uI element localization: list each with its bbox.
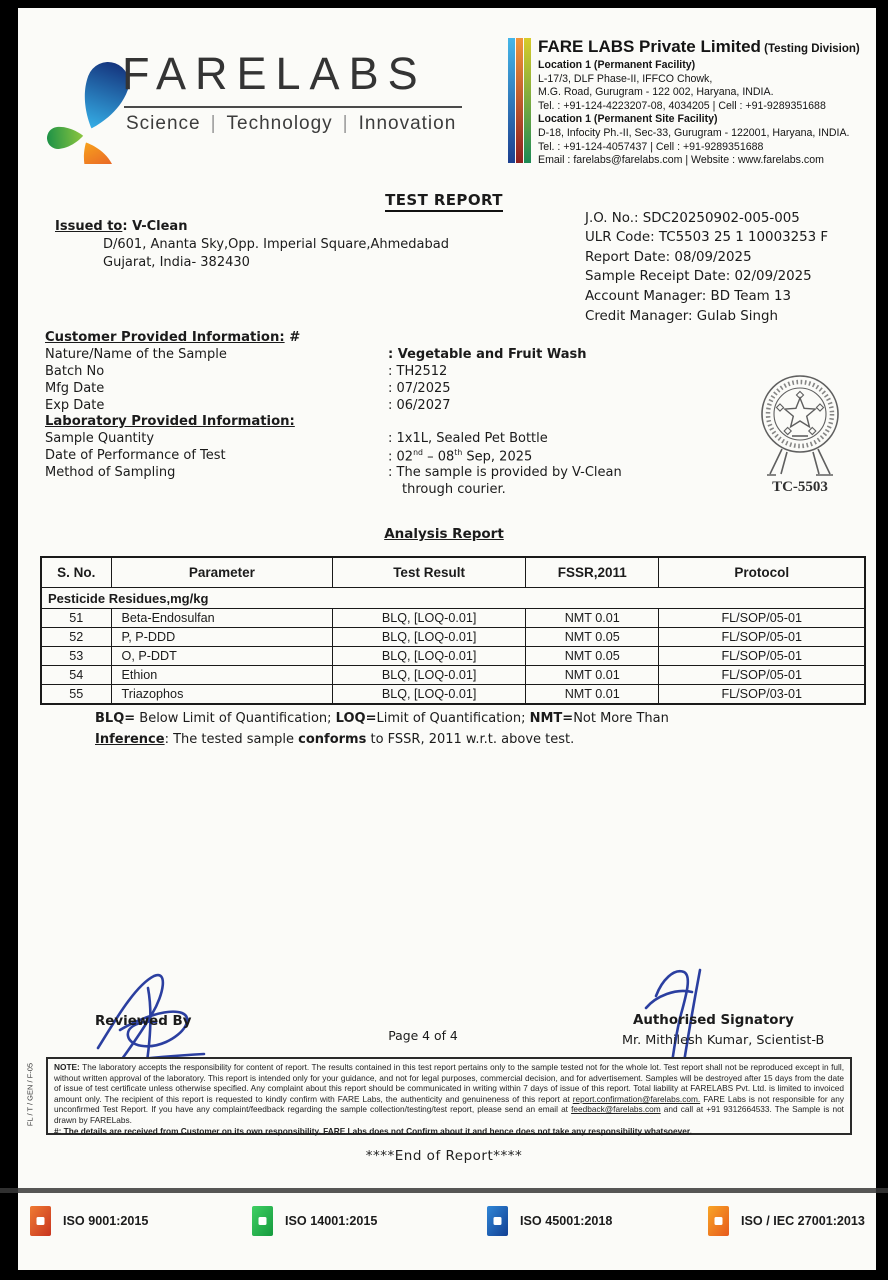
brand-wordmark: FARELABS <box>122 48 427 99</box>
table-row: 55 Triazophos BLQ, [LOQ-0.01] NMT 0.01 FL/SOP/03-01 <box>41 685 865 705</box>
table-row: 51 Beta-Endosulfan BLQ, [LOQ-0.01] NMT 0.01 FL/SOP/05-01 <box>41 609 865 628</box>
ulr-code: ULR Code: TC5503 25 1 10003253 F <box>585 230 829 246</box>
inference-line: Inference: The tested sample conforms to FSSR, 2011 w.r.t. above test. <box>95 732 575 747</box>
col-fssr: FSSR,2011 <box>525 557 658 588</box>
col-protocol: Protocol <box>659 557 865 588</box>
certification-icon <box>252 1206 273 1236</box>
col-parameter: Parameter <box>111 557 333 588</box>
credit-manager: Credit Manager: Gulab Singh <box>585 309 778 325</box>
company-line: Location 1 (Permanent Facility) <box>538 59 696 71</box>
company-name: FARE LABS Private Limited (Testing Division) <box>538 37 860 56</box>
reviewed-by-label: Reviewed By <box>95 1014 192 1029</box>
confirmation-email: report.confirmation@farelabs.com. <box>572 1093 701 1104</box>
analysis-table <box>40 556 866 705</box>
scan-fold-line <box>0 1188 888 1193</box>
performance-date-value: : 02nd – 08th Sep, 2025 <box>388 448 533 465</box>
feedback-email: feedback@farelabs.com <box>571 1104 661 1115</box>
account-manager: Account Manager: BD Team 13 <box>585 288 791 304</box>
customer-name: V-Clean <box>127 219 188 234</box>
customer-address-line1: D/601, Ananta Sky,Opp. Imperial Square,Ahmedabad <box>103 237 449 252</box>
col-sno: S. No. <box>41 557 111 588</box>
table-row: 54 Ethion BLQ, [LOQ-0.01] NMT 0.01 FL/SOP/05-01 <box>41 666 865 685</box>
batch-no-value: : TH2512 <box>388 364 448 379</box>
form-code-vertical: FL / T / GEN / F-05 <box>25 1062 35 1127</box>
mfg-date-value: : 07/2025 <box>388 381 451 396</box>
sampling-method-value: : The sample is provided by V-Clean <box>388 465 622 480</box>
report-title: TEST REPORT <box>0 191 888 209</box>
nabl-accreditation-seal <box>730 368 878 498</box>
info-label: Mfg Date <box>45 381 105 396</box>
analysis-report-title: Analysis Report <box>384 526 504 542</box>
info-label: Sample Quantity <box>45 431 155 446</box>
company-line: M.G. Road, Gurugram - 122 002, Haryana, INDIA. <box>538 86 774 99</box>
sample-name-value: : Vegetable and Fruit Wash <box>388 347 587 362</box>
info-label: Date of Performance of Test <box>45 448 226 463</box>
info-label: Method of Sampling <box>45 465 176 480</box>
table-row: 53 O, P-DDT BLQ, [LOQ-0.01] NMT 0.05 FL/SOP/05-01 <box>41 647 865 666</box>
company-line: Tel. : +91-124-4223207-08, 4034205 | Cell : +91-9289351688 <box>538 99 826 112</box>
company-line: L-17/3, DLF Phase-II, IFFCO Chowk, <box>538 72 713 85</box>
certification-icon <box>30 1206 51 1236</box>
iso-badge-14001 <box>252 1206 377 1236</box>
jo-number: J.O. No.: SDC20250902-005-005 <box>585 211 800 226</box>
farelabs-logo-icon <box>24 28 128 164</box>
table-group-row <box>41 588 865 609</box>
iso-badge-label: ISO 45001:2018 <box>520 1214 613 1228</box>
note-bold-line: #: The details are received from Customer on its own responsibility. FARE Labs does not Confirm about it and hence does not take any responsibility whatsoever. <box>54 1125 692 1136</box>
info-label: Exp Date <box>45 398 105 413</box>
note-text: NOTE: The laboratory accepts the responsibility for content of report. The results contained in this test report pertains only to the sample tested not for the whole lot. Test report shall not be reproduced except in full, without written approval of the laboratory. This report is intended only for your guidance, and not for legal purposes, commercial decision, and for advertisement. Samples will be destroyed after 15 days from the date of issue of test certificate unless otherwise specified. Any complaint about this report should be communicated in writing within 7 days of issue of this report. Total liability at FARELABS Pvt. Ltd. is limited to invoiced amount only. The recipient of this report is requested to kindly confirm with FARE Labs, the authenticity and genuineness of this report at report.confirmation@farelabs.com. FARE Labs is not responsible for any unconfirmed Test Report. If you have any complaint/feedback regarding the sample collection/testing/test report, please send an email at feedback@farelabs.com and call at +91 9312664533. The Sample is not drawn by FARELabs. #: The details are received from Customer on its own responsibility. FARE Labs does not Confirm about it and hence does not take any responsibility whatsoever. <box>54 1062 844 1136</box>
tagline-technology: Technology <box>226 113 333 134</box>
table-row: 52 P, P-DDD BLQ, [LOQ-0.01] NMT 0.05 FL/SOP/05-01 <box>41 628 865 647</box>
end-of-report: ****End of Report**** <box>365 1148 523 1164</box>
iso-badge-27001 <box>708 1206 865 1236</box>
authorised-signatory-name: Mr. Mithilesh Kumar, Scientist-B <box>622 1033 825 1048</box>
company-line: Email : farelabs@farelabs.com | Website : www.farelabs.com <box>538 154 824 167</box>
group-label: Pesticide Residues,mg/kg <box>41 588 865 609</box>
issued-to: Issued to: V-Clean <box>55 219 188 234</box>
job-meta-block <box>585 211 828 330</box>
customer-address-line2: Gujarat, India- 382430 <box>103 255 250 270</box>
abbreviation-legend: BLQ= Below Limit of Quantification; LOQ=Limit of Quantification; NMT=Not More Than <box>95 711 669 726</box>
info-label: Nature/Name of the Sample <box>45 347 227 362</box>
sample-receipt-date: Sample Receipt Date: 02/09/2025 <box>585 269 812 285</box>
sampling-method-value2: through courier. <box>402 482 506 497</box>
iso-badge-label: ISO 9001:2015 <box>63 1214 149 1228</box>
iso-badge-label: ISO 14001:2015 <box>285 1214 378 1228</box>
table-header-row <box>41 557 865 588</box>
brand-tagline: Science | Technology | Innovation <box>126 113 457 134</box>
col-test-result: Test Result <box>333 557 526 588</box>
header-colour-stripes <box>508 38 531 163</box>
certification-icon <box>487 1206 508 1236</box>
iso-badge-label: ISO / IEC 27001:2013 <box>741 1214 865 1228</box>
company-line: Tel. : +91-124-4057437 | Cell : +91-9289351688 <box>538 140 764 153</box>
customer-info-heading: Customer Provided Information: # <box>45 330 301 345</box>
tagline-science: Science <box>126 113 201 134</box>
lab-info-heading: Laboratory Provided Information: <box>45 414 295 429</box>
company-line: Location 1 (Permanent Site Facility) <box>538 113 718 126</box>
tagline-innovation: Innovation <box>358 113 457 134</box>
exp-date-value: : 06/2027 <box>388 398 451 413</box>
company-address-block <box>538 37 878 168</box>
company-line: D-18, Infocity Ph.-II, Sec-33, Gurugram - 122001, Haryana, INDIA. <box>538 126 850 139</box>
sample-quantity-value: : 1x1L, Sealed Pet Bottle <box>388 431 548 446</box>
note-box <box>46 1057 852 1135</box>
report-date: Report Date: 08/09/2025 <box>585 249 752 265</box>
iso-badge-45001 <box>487 1206 612 1236</box>
iso-badge-9001 <box>30 1206 148 1236</box>
info-label: Batch No <box>45 364 105 379</box>
certification-icon <box>708 1206 729 1236</box>
page-number: Page 4 of 4 <box>388 1028 458 1043</box>
brand-rule <box>124 106 462 108</box>
authorised-signatory-label: Authorised Signatory <box>633 1013 794 1028</box>
issued-to-label: Issued to <box>55 219 123 234</box>
seal-code: TC-5503 <box>772 479 828 495</box>
